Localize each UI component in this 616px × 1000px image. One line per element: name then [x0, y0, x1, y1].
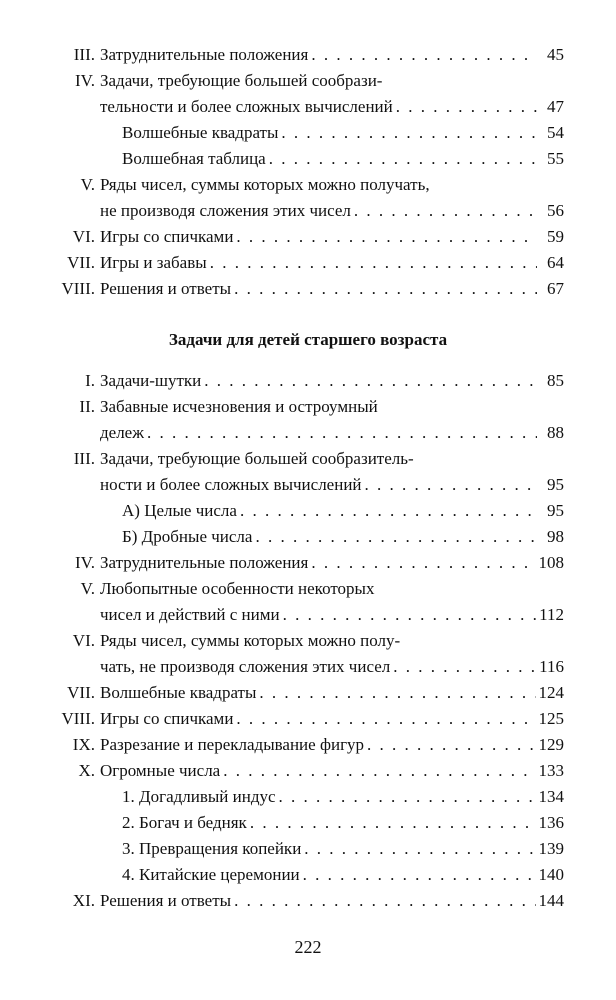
- toc-entry-number: V.: [80, 579, 95, 598]
- toc-entry: [48, 576, 564, 628]
- toc-entry-body: [100, 68, 564, 120]
- toc-entry-title: Игры и забавы: [100, 253, 207, 272]
- dot-leader: [240, 498, 537, 524]
- toc-entry-title: Ряды чисел, суммы которых можно полу-: [100, 631, 401, 650]
- toc-entry-number: I.: [85, 371, 95, 390]
- dot-leader: [250, 810, 536, 836]
- toc-entry-title: Волшебная таблица: [122, 149, 266, 168]
- toc-page-number: 140: [538, 865, 564, 884]
- dot-leader: [281, 120, 537, 146]
- toc-page-number: 116: [539, 657, 564, 676]
- dot-leader: [269, 146, 537, 172]
- toc-entry: [48, 368, 564, 394]
- toc-entry-line: [100, 706, 564, 732]
- dot-leader: [354, 198, 537, 224]
- toc-entry-line: [100, 446, 564, 472]
- toc-page-number: 85: [547, 371, 564, 390]
- toc-entry-body: [100, 498, 564, 524]
- toc-entry-line: [122, 498, 564, 524]
- toc-page-number: 133: [538, 761, 564, 780]
- toc-entry-body: [100, 172, 564, 224]
- toc-page-number: 98: [547, 527, 564, 546]
- toc-entry-title: Решения и ответы: [100, 279, 232, 298]
- toc-entry-title: Огромные числа: [100, 761, 221, 780]
- toc-entry-number: [48, 524, 100, 550]
- dot-leader: [393, 654, 536, 680]
- toc-entry-title: чисел и действий с ними: [100, 605, 280, 624]
- toc-entry-body: [100, 810, 564, 836]
- toc-entry-body: [100, 732, 564, 758]
- dot-leader: [236, 224, 537, 250]
- toc-entry-body: [100, 120, 564, 146]
- toc-entry-number: II.: [79, 397, 95, 416]
- toc-entry: [48, 758, 564, 784]
- dot-leader: [210, 250, 537, 276]
- toc-entry-title: 3. Превращения копейки: [122, 839, 302, 858]
- toc-entry-title: Игры со спичками: [100, 227, 234, 246]
- dot-leader: [255, 524, 537, 550]
- toc-entry-line: [100, 172, 564, 198]
- toc-entry-line: [100, 394, 564, 420]
- toc-subentry: [48, 146, 564, 172]
- toc-entry-body: [100, 394, 564, 446]
- dot-leader: [311, 42, 537, 68]
- dot-leader: [396, 94, 537, 120]
- toc-entry-line: [100, 276, 564, 302]
- dot-leader: [236, 706, 535, 732]
- toc-entry-number: [48, 120, 100, 146]
- toc-entry-line: [100, 732, 564, 758]
- dot-leader: [311, 550, 535, 576]
- toc-entry-line: [100, 602, 564, 628]
- toc-entry-body: [100, 368, 564, 394]
- toc-page-number: 54: [547, 123, 564, 142]
- toc-entry-title: Забавные исчезновения и остроумный: [100, 397, 378, 416]
- section-heading: Задачи для детей старшего возраста: [168, 330, 448, 349]
- toc-entry-line: [100, 250, 564, 276]
- toc-entry-number: [48, 810, 100, 836]
- toc-entry-number: IV.: [75, 71, 95, 90]
- toc-entry-number: X.: [78, 761, 95, 780]
- toc-entry-title: Ряды чисел, суммы которых можно получать,: [100, 175, 430, 194]
- toc-entry-line: [100, 224, 564, 250]
- toc-entry-body: [100, 888, 564, 914]
- dot-leader: [303, 862, 536, 888]
- toc-entry-number: [48, 784, 100, 810]
- toc-page-number: 95: [547, 475, 564, 494]
- dot-leader: [367, 732, 535, 758]
- toc-subentry: [48, 810, 564, 836]
- toc-entry-number: VII.: [67, 683, 95, 702]
- toc-entry-title: Волшебные квадраты: [122, 123, 279, 142]
- toc-page-number: 108: [538, 553, 564, 572]
- toc-entry: [48, 250, 564, 276]
- dot-leader: [147, 420, 537, 446]
- toc-entry-title: Решения и ответы: [100, 891, 232, 910]
- dot-leader: [234, 276, 537, 302]
- toc-entry-body: [100, 446, 564, 498]
- toc-entry-body: [100, 706, 564, 732]
- toc-entry-line: [100, 888, 564, 914]
- toc-entry-line: [100, 576, 564, 602]
- toc-entry-number: [48, 862, 100, 888]
- toc-entry-line: [100, 94, 564, 120]
- toc-entry: [48, 680, 564, 706]
- toc-entry-number: IV.: [75, 553, 95, 572]
- toc-entry-body: [100, 628, 564, 680]
- toc-page-number: 124: [538, 683, 564, 702]
- toc-entry: [48, 706, 564, 732]
- dot-leader: [365, 472, 537, 498]
- toc-page-number: 125: [538, 709, 564, 728]
- toc-entry-title: не производя сложения этих чисел: [100, 201, 351, 220]
- toc-entry-line: [122, 810, 564, 836]
- toc-entry: [48, 394, 564, 446]
- toc-entry-title: ности и более сложных вычислений: [100, 475, 362, 494]
- toc-entry-title: Задачи, требующие большей сообрази-: [100, 71, 383, 90]
- toc-entry-line: [100, 550, 564, 576]
- toc-entry-number: III.: [73, 449, 95, 468]
- toc-page-number: 67: [547, 279, 564, 298]
- toc-entry-body: [100, 276, 564, 302]
- dot-leader: [234, 888, 535, 914]
- toc-page-number: 136: [538, 813, 564, 832]
- toc-entry: [48, 172, 564, 224]
- toc-subentry: [48, 836, 564, 862]
- toc-page-number: 55: [547, 149, 564, 168]
- dot-leader: [204, 368, 537, 394]
- toc-entry-number: [48, 498, 100, 524]
- toc-entry-line: [122, 120, 564, 146]
- toc-entry: [48, 550, 564, 576]
- dot-leader: [259, 680, 535, 706]
- dot-leader: [279, 784, 536, 810]
- toc-page-number: 56: [547, 201, 564, 220]
- toc-entry-line: [100, 420, 564, 446]
- toc-entry-number: VIII.: [61, 279, 95, 298]
- toc-page-number: 134: [538, 787, 564, 806]
- toc-subentry: [48, 862, 564, 888]
- toc-entry: [48, 628, 564, 680]
- toc-entry-title: чать, не производя сложения этих чисел: [100, 657, 391, 676]
- toc-entry-number: III.: [73, 45, 95, 64]
- toc-entry-title: 1. Догадливый индус: [122, 787, 276, 806]
- toc-page-number: 59: [547, 227, 564, 246]
- toc-entry-title: Задачи-шутки: [100, 371, 202, 390]
- toc-entry-title: А) Целые числа: [122, 501, 237, 520]
- toc-page-number: 88: [547, 423, 564, 442]
- toc-entry-title: Игры со спичками: [100, 709, 234, 728]
- toc-page-number: 139: [538, 839, 564, 858]
- toc-entry-line: [100, 368, 564, 394]
- toc-entry-number: IX.: [72, 735, 95, 754]
- toc-entry-title: тельности и более сложных вычислений: [100, 97, 393, 116]
- toc-entry-body: [100, 836, 564, 862]
- toc-entry: [48, 446, 564, 498]
- dot-leader: [283, 602, 537, 628]
- toc-entry-line: [100, 654, 564, 680]
- toc-entry-body: [100, 224, 564, 250]
- toc-entry-body: [100, 576, 564, 628]
- toc-entry-number: XI.: [72, 891, 95, 910]
- toc-entry-line: [122, 836, 564, 862]
- toc-entry-body: [100, 250, 564, 276]
- toc-entry: [48, 732, 564, 758]
- toc-entry-title: дележ: [100, 423, 144, 442]
- toc-entry-line: [100, 68, 564, 94]
- toc-entry-title: Волшебные квадраты: [100, 683, 257, 702]
- toc-subentry: [48, 784, 564, 810]
- toc-entry-title: Задачи, требующие большей сообразитель-: [100, 449, 414, 468]
- toc-entry-body: [100, 42, 564, 68]
- toc-entry-title: Любопытные особенности некоторых: [100, 579, 375, 598]
- toc-entry-number: VII.: [67, 253, 95, 272]
- toc-list-bottom: [48, 368, 564, 914]
- toc-list-top: [48, 42, 564, 302]
- toc-entry-body: [100, 680, 564, 706]
- page-number: 222: [294, 937, 322, 957]
- toc-page-number: 129: [538, 735, 564, 754]
- toc-entry: [48, 224, 564, 250]
- toc-page-number: 45: [547, 45, 564, 64]
- toc-entry-title: 4. Китайские церемонии: [122, 865, 300, 884]
- toc-entry-body: [100, 146, 564, 172]
- toc-entry-body: [100, 758, 564, 784]
- toc-entry-line: [100, 680, 564, 706]
- toc-entry-number: VIII.: [61, 709, 95, 728]
- toc-subentry: [48, 498, 564, 524]
- toc-entry-line: [100, 198, 564, 224]
- toc-entry-number: VI.: [72, 227, 95, 246]
- toc-entry-line: [100, 472, 564, 498]
- toc-entry-body: [100, 550, 564, 576]
- toc-subentry: [48, 120, 564, 146]
- toc-entry-line: [100, 628, 564, 654]
- toc-entry-title: Затруднительные положения: [100, 45, 309, 64]
- toc-entry: [48, 276, 564, 302]
- toc-entry-line: [122, 524, 564, 550]
- toc-entry-line: [122, 146, 564, 172]
- toc-page-number: 47: [547, 97, 564, 116]
- toc-entry: [48, 888, 564, 914]
- toc-entry: [48, 68, 564, 120]
- toc-entry-title: Б) Дробные числа: [122, 527, 253, 546]
- toc-entry-number: [48, 836, 100, 862]
- toc-entry: [48, 42, 564, 68]
- toc-entry-body: [100, 862, 564, 888]
- dot-leader: [304, 836, 535, 862]
- toc-subentry: [48, 524, 564, 550]
- toc-page-number: 144: [538, 891, 564, 910]
- toc-entry-number: VI.: [72, 631, 95, 650]
- toc-entry-body: [100, 784, 564, 810]
- toc-entry-body: [100, 524, 564, 550]
- toc-page-number: 112: [539, 605, 564, 624]
- toc-page-number: 64: [547, 253, 564, 272]
- toc-entry-line: [100, 42, 564, 68]
- toc-entry-number: V.: [80, 175, 95, 194]
- toc-entry-title: 2. Богач и бедняк: [122, 813, 247, 832]
- toc-entry-title: Разрезание и перекладывание фигур: [100, 735, 365, 754]
- toc-entry-line: [122, 862, 564, 888]
- toc-entry-line: [122, 784, 564, 810]
- toc-page-number: 95: [547, 501, 564, 520]
- toc-entry-line: [100, 758, 564, 784]
- dot-leader: [223, 758, 535, 784]
- toc-entry-number: [48, 146, 100, 172]
- toc-entry-title: Затруднительные положения: [100, 553, 309, 572]
